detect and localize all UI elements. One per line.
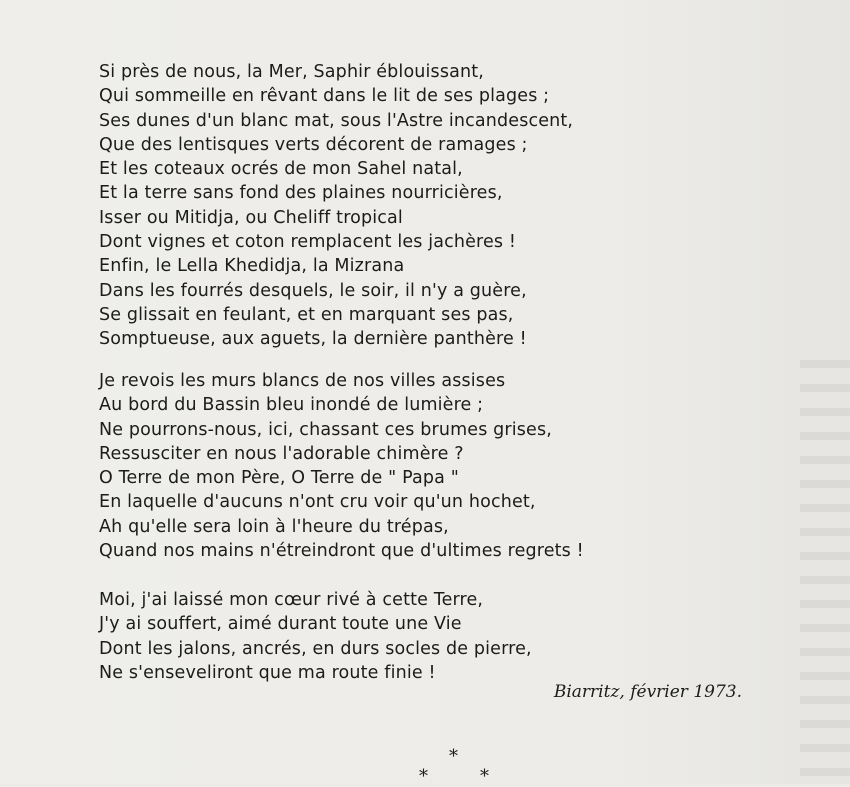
- poem-line: Si près de nous, la Mer, Saphir éblouissant,: [99, 62, 484, 82]
- poem-line: Que des lentisques verts décorent de ramages ;: [99, 134, 528, 155]
- asterism-star: *: [449, 746, 458, 767]
- poem-line: Se glissait en feulant, et en marquant ses pas,: [99, 304, 514, 325]
- poem-stanza-2: [99, 369, 584, 563]
- poem-line: Qui sommeille en rêvant dans le lit de ses plages ;: [99, 86, 550, 107]
- poem-line: Dans les fourrés desquels, le soir, il n'y a guère,: [99, 280, 527, 301]
- poem-line: Isser ou Mitidja, ou Cheliff tropical: [99, 207, 403, 228]
- page-bleed-through: [800, 360, 850, 784]
- poem-line: Moi, j'ai laissé mon cœur rivé à cette Terre,: [99, 590, 484, 610]
- asterism-star: *: [419, 766, 428, 787]
- poem-line: Ne s'enseveliront que ma route finie !: [99, 662, 436, 683]
- poem-line: J'y ai souffert, aimé durant toute une Vie: [99, 614, 462, 635]
- poem-stanza-3: [99, 588, 532, 685]
- asterism-star: *: [480, 766, 489, 787]
- poem-line: En laquelle d'aucuns n'ont cru voir qu'un hochet,: [99, 492, 536, 513]
- poem-line: Ses dunes d'un blanc mat, sous l'Astre incandescent,: [99, 110, 574, 131]
- poem-line: Et les coteaux ocrés de mon Sahel natal,: [99, 159, 463, 180]
- poem-stanza-1: [99, 60, 573, 352]
- poem-line: Ah qu'elle sera loin à l'heure du trépas,: [99, 516, 449, 537]
- poem-line: Au bord du Bassin bleu inondé de lumière ;: [99, 395, 484, 416]
- poem-line: Ne pourrons-nous, ici, chassant ces brumes grises,: [99, 419, 552, 440]
- poem-line: Et la terre sans fond des plaines nourricières,: [99, 183, 503, 204]
- poem-line: Dont vignes et coton remplacent les jachères !: [99, 232, 517, 253]
- poem-line: Enfin, le Lella Khedidja, la Mizrana: [99, 256, 405, 277]
- place-date-signature: Biarritz, février 1973.: [553, 682, 742, 702]
- poem-line: Somptueuse, aux aguets, la dernière panthère !: [99, 329, 527, 350]
- poem-line: Dont les jalons, ancrés, en durs socles de pierre,: [99, 638, 532, 659]
- poem-line: Quand nos mains n'étreindront que d'ultimes regrets !: [99, 541, 584, 562]
- poem-line: Ressusciter en nous l'adorable chimère ?: [99, 443, 464, 464]
- poem-line: O Terre de mon Père, O Terre de " Papa ": [99, 468, 459, 489]
- poem-line: Je revois les murs blancs de nos villes assises: [99, 371, 506, 391]
